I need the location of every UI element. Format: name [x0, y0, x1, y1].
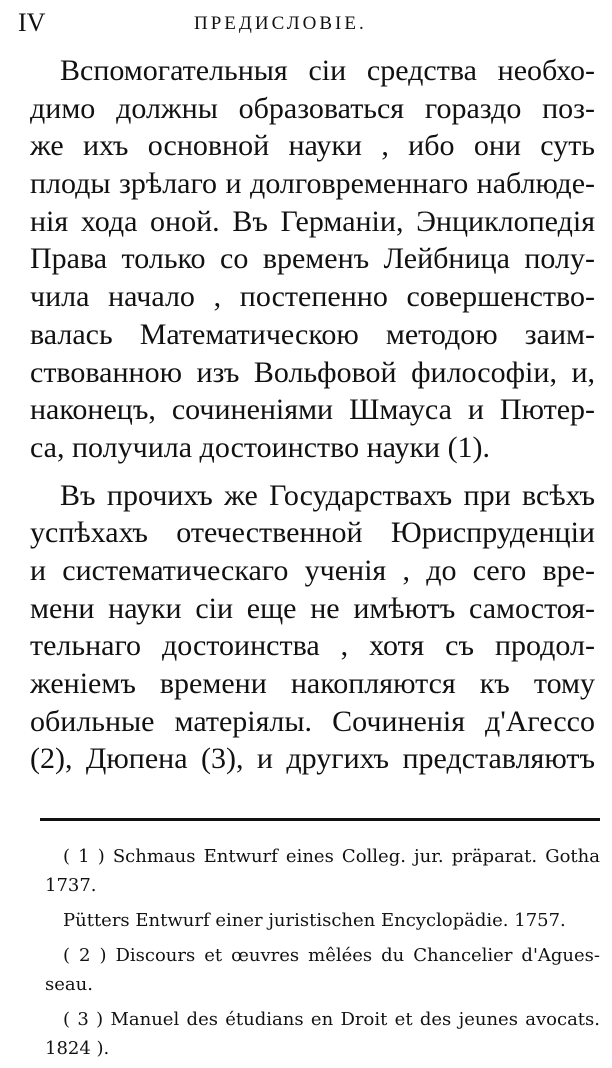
- footnote-line: ( 1 ) Schmaus Entwurf eines Colleg. jur. präparat. Gotha: [63, 846, 600, 867]
- footnotes: [45, 842, 600, 1063]
- footnote: [45, 906, 600, 935]
- text-line: обильные матеріялы. Сочиненія д'Агессо: [30, 704, 595, 738]
- footnote-line: Pütters Entwurf einer juristischen Encyclopädie. 1757.: [63, 910, 566, 931]
- text-line: ствованною изъ Вольфовой философіи, и,: [30, 355, 595, 389]
- footnote: [45, 842, 600, 900]
- paragraph: [30, 477, 595, 779]
- text-line: успѣхахъ отечественной Юриспруденціи: [30, 516, 595, 550]
- page-number: IV: [18, 8, 46, 37]
- footnote-line: ( 2 ) Discours et œuvres mêlées du Chancelier d'Agues-: [63, 945, 600, 966]
- footnote: [45, 941, 600, 999]
- text-line: же ихъ основной науки , ибо они суть: [30, 129, 595, 163]
- text-line: (2), Дюпена (3), и другихъ представляютъ: [30, 742, 595, 776]
- text-line: тельнаго достоинства , хотя съ продол-: [30, 629, 595, 663]
- text-line: димо должны образоваться гораздо поз-: [30, 91, 595, 125]
- paragraph-gap: [30, 467, 595, 477]
- text-line: мени науки сіи еще не имѣютъ самостоя-: [30, 591, 595, 625]
- footnote-divider: [40, 818, 600, 821]
- footnote-line: ( 3 ) Manuel des étudians en Droit et des jeunes avocats.: [63, 1009, 600, 1030]
- text-line: наконецъ, сочиненіями Шмауса и Пютер-: [30, 393, 595, 427]
- text-line: чила начало , постепенно совершенство-: [30, 280, 595, 314]
- text-line: и систематическаго ученія , до сего вре-: [30, 553, 595, 587]
- footnote-line: 1737.: [45, 875, 97, 896]
- page-header: [18, 8, 594, 38]
- text-line: Вспомогательныя сіи средства необхо-: [60, 54, 595, 87]
- text-line: Права только со временъ Лейбница полу-: [30, 242, 595, 276]
- text-line: валась Математическою методою заим-: [30, 317, 595, 351]
- footnote-line: seau.: [45, 974, 93, 995]
- text-line: нія хода оной. Въ Германіи, Энциклопедія: [30, 204, 595, 238]
- main-text: [30, 52, 595, 778]
- text-line: са, получила достоинство науки (1).: [30, 430, 491, 464]
- paragraph: [30, 52, 595, 467]
- footnote: [45, 1005, 600, 1063]
- text-line: женіемъ времени накопляются къ тому: [30, 667, 595, 700]
- footnote-line: 1824 ).: [45, 1038, 110, 1059]
- text-line: плоды зрѣлаго и долговременнаго наблюде-: [30, 167, 595, 201]
- running-title: ПРЕДИСЛОВІЕ.: [194, 13, 367, 34]
- text-line: Въ прочихъ же Государствахъ при всѣхъ: [60, 478, 595, 512]
